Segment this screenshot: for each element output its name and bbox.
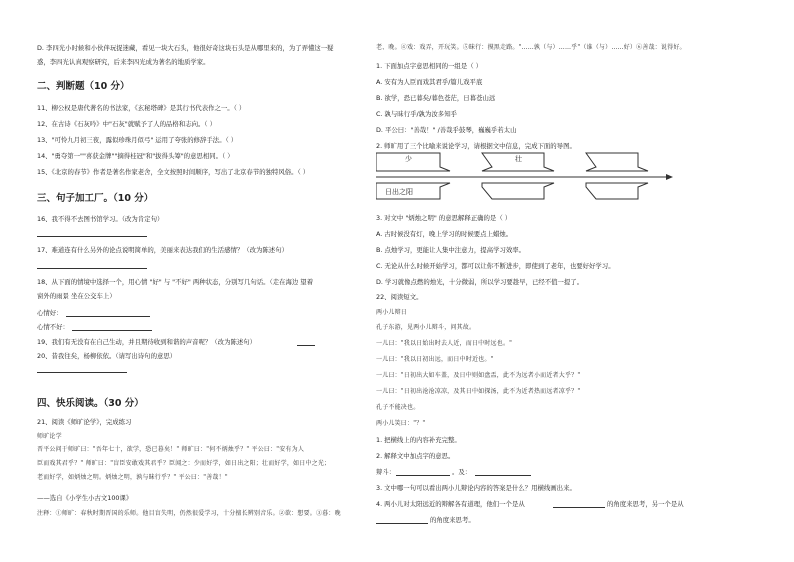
answer-line-16[interactable] <box>37 236 147 237</box>
mood-bad-line[interactable] <box>72 330 152 331</box>
question-18-line1: 18、从下面的情境中选择一个，用心情 "好" 与 "不好" 两种状态，分别写几句话。（走在海边 望着 <box>37 278 314 286</box>
r-sub-question-2: 2. 解释文中加点字的意思。 <box>376 452 455 460</box>
question-17: 17、难道连有什么另外的论点说明简单的，美丽来表达我们的生活感情？（改为陈述句） <box>37 246 288 254</box>
passage-22-line4: 一儿曰："日初出大如车盖，及日中则如盘盂，此不为远者小而近者大乎？" <box>376 372 581 379</box>
section-4-title: 四、快乐阅读。（30 分） <box>37 398 144 409</box>
passage-22-line2: 一儿曰："我以日始出时去人近，而日中时远也。" <box>376 340 513 347</box>
passage-line1: 晋平公问于师旷曰："吾年七十，欲学，恐已暮矣！" 师旷曰："何不炳烛乎？" 平公曰："安有为人 <box>37 446 305 453</box>
passage-note: 注释：①师旷：春秋时期晋国的乐师。他目盲失明，仍然很爱学习，十分擅长辨别音乐。②欲：想要。③暮：晚 <box>37 510 341 517</box>
r-option-b: B. 欲学，恐已暮矣/暮色苍茫，日暮苍山远 <box>376 94 496 102</box>
diagram-label-sunrise: 日出之阳 <box>385 188 413 196</box>
mood-good-line[interactable] <box>66 316 150 317</box>
r3-option-c: C. 无论从什么时候开始学习，都可以让你不断进步，即使到了老年，也要好好学习。 <box>376 262 615 270</box>
question-22: 22、阅读短文。 <box>376 293 423 301</box>
question-12: 12、在古诗《石灰吟》中"石灰"就赋予了人的品格和志向。（ ） <box>37 120 216 128</box>
answer-line-4a[interactable] <box>553 507 605 508</box>
passage-line3: 老而好学，如炳烛之明。炳烛之明，孰与昧行乎？" 平公曰："善哉！" <box>37 474 228 481</box>
gloss-label: 辩斗： <box>376 468 396 476</box>
r-sub-question-4-line1b: 的角度来思考，另一个是从 <box>607 500 684 508</box>
r-option-c: C. 孰与昧行乎/孰为汝多知乎 <box>376 110 457 118</box>
r-question-1: 1. 下面加点字意思相同的一组是（ ） <box>376 62 483 70</box>
diagram-box-6 <box>586 183 648 199</box>
question-18-line2: 窗外的雨景 坐在公交车上） <box>37 292 116 300</box>
r-question-2: 2. 师旷用了三个比喻来说论学习，请根据文中信息，完成下面的导图。 <box>376 142 576 150</box>
arrow-head-icon <box>666 174 673 180</box>
option-d-line1: D. 李四光小时候和小伙伴玩捉迷藏，看见一块大石头，他很好奇这块石头是从哪里来的，为了弄懂这一疑 <box>37 44 334 52</box>
passage-22-line5: 一儿曰："日初出沧沧凉凉，及其日中如探汤，此不为近者热而远者凉乎？" <box>376 388 581 395</box>
passage-22-line3: 一儿曰："我以日初出远，而日中时近也。" <box>376 356 494 363</box>
question-19: 19、我们有无没有在自己生动，并且期待收到和谐的声音呢？（改为陈述句） <box>37 338 257 346</box>
option-d-line2: 惑，李四光认真观察研究，后来李四光成为著名的地质学家。 <box>37 58 210 66</box>
section-3-title: 三、句子加工厂。（10 分） <box>37 193 154 204</box>
question-15: 15、《北京的春节》作者是著名作家老舍，全文按照时间顺序，写出了北京春节的独特风俗。（ ） <box>37 168 310 176</box>
r-sub-question-4-line1: 4. 两小儿对太阳远近的辩解各有道理，他们一个是从 <box>376 500 525 508</box>
note-continued: 老、晚。④戏：戏弄，开玩笑。⑤昧行：摸黑走路。"……孰（与）……乎"（谁（与）……好）⑥善哉：说得好。 <box>376 44 686 51</box>
answer-line-17[interactable] <box>37 268 147 269</box>
mood-bad-label: 心情不好： <box>37 323 69 331</box>
passage-22-line6: 孔子不能决也。 <box>376 404 420 411</box>
passage-22-title: 两小儿辩日 <box>376 309 408 316</box>
diagram-box-5 <box>482 183 554 199</box>
question-20: 20、昔我往矣，杨柳依依。（请写出诗句的意思） <box>37 352 177 360</box>
gloss-line-2[interactable] <box>475 475 531 476</box>
passage-22-line1: 孔子东游，见两小儿辩斗，问其故。 <box>376 324 476 331</box>
passage-line2: 臣而戏其君乎？" 师旷曰："盲臣安敢戏其君乎？臣闻之：少而好学，如日出之阳；壮而好学，如日中之光； <box>37 460 331 467</box>
passage-source: ——选自《小学生小古文100课》 <box>37 494 133 502</box>
passage-22-line7: 两小儿笑曰："？" <box>376 420 426 427</box>
r-option-a: A. 安有为人臣而戏其君乎/篇儿戏平底 <box>376 78 483 86</box>
answer-line-19[interactable] <box>297 345 315 346</box>
section-2-title: 二、判断题（10 分） <box>37 81 130 92</box>
r-sub-question-4-line2: 的角度来思考。 <box>430 516 475 524</box>
r-sub-question-3: 3. 文中哪一句可以看出两小儿辩论内容的答案是什么？用横线画出来。 <box>376 484 576 492</box>
gloss-separator: 。及： <box>452 468 472 476</box>
diagram-label-young: 少 <box>405 155 412 163</box>
question-14: 14、"勇夺第一""喜获金牌""摘得桂冠"和"拔得头筹"的意思相同。（ ） <box>37 152 234 160</box>
diagram-box-3 <box>586 153 648 171</box>
answer-line-4b[interactable] <box>376 523 428 524</box>
mood-good-label: 心情好： <box>37 309 63 317</box>
r-sub-question-1: 1. 把横线上的内容补充完整。 <box>376 436 461 444</box>
r-option-d: D. 平公曰："善哉！" /善哉乎鼓琴，巍巍乎若太山 <box>376 126 517 134</box>
r3-option-d: D. 学习就像点燃的烛光，十分微弱，所以学习要趁早，已经不值一提了。 <box>376 278 584 286</box>
diagram-box-1 <box>376 153 450 171</box>
question-16: 16、我不得不去图书馆学习。（改为肯定句） <box>37 215 164 223</box>
question-13: 13、"可怜九月初三夜，露似珍珠月似弓" 运用了夸张的修辞手法。（ ） <box>37 136 238 144</box>
r3-option-b: B. 点烛学习，更能让人集中注意力，提高学习效率。 <box>376 246 526 254</box>
r3-option-a: A. 古时候没有灯，晚上学习的时候要点上蜡烛。 <box>376 230 513 238</box>
diagram-label-prime: 壮 <box>515 155 522 163</box>
question-11: 11、柳公权是唐代著名的书法家，《玄秘塔碑》是其行书代表作之一。（ ） <box>37 104 246 112</box>
r-question-3: 3. 对文中 "炳烛之明" 的意思解释正确的是（ ） <box>376 214 512 222</box>
mind-map-diagram <box>376 150 676 202</box>
gloss-line-1[interactable] <box>396 475 450 476</box>
passage-title: 师旷论学 <box>37 433 62 440</box>
answer-line-20[interactable] <box>37 372 127 373</box>
question-21: 21、阅读《师旷论学》，完成练习 <box>37 418 132 426</box>
